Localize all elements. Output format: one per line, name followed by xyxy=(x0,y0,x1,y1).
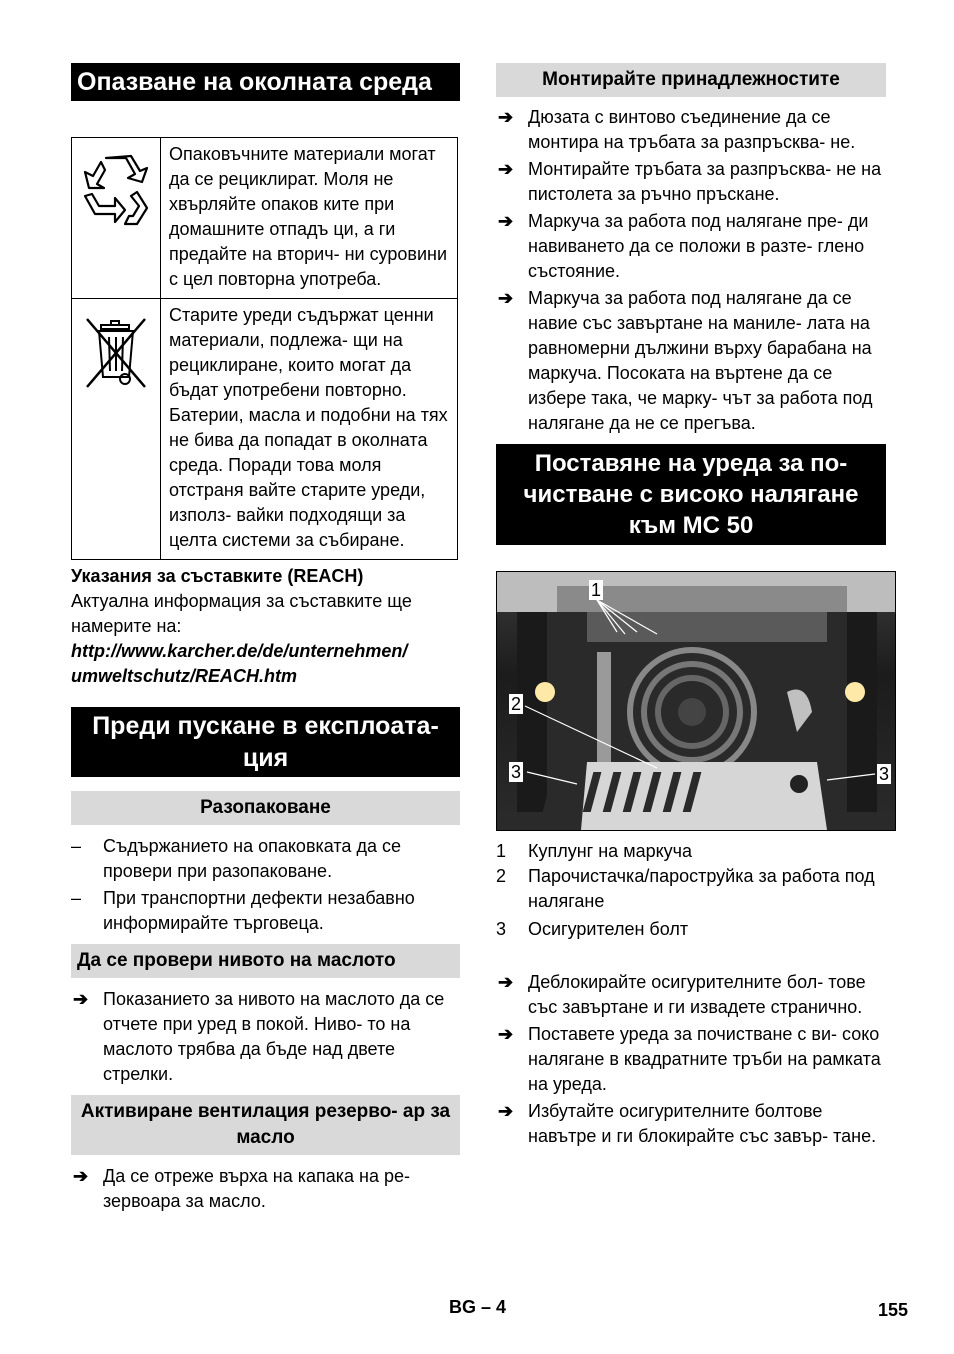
arrow-bullet-icon: ➔ xyxy=(498,972,514,992)
startup-heading: Преди пускане в експлоата- ция xyxy=(71,707,460,777)
photo-label-3-right: 3 xyxy=(879,764,890,784)
crossed-bin-icon xyxy=(81,313,151,393)
list-item: ➔ Маркуча за работа под налягане да се навие със завъртане на маниле- лата на равномерни дължини върху барабана на маркуча. Посоката на въртене да се избере така, че марку- чът за работа под налягане да не се прегъва. xyxy=(498,288,873,433)
env-heading: Опазване на околната среда xyxy=(71,63,460,101)
mount-list xyxy=(496,970,886,1149)
legend-item: 1 Куплунг на маркуча xyxy=(496,841,693,861)
list-item: – При транспортни дефекти незабавно информирайте търговеца. xyxy=(71,888,415,933)
oil-heading: Да се провери нивото на маслото xyxy=(71,944,460,978)
arrow-bullet-icon: ➔ xyxy=(498,288,514,308)
arrow-bullet-icon: ➔ xyxy=(73,1166,89,1186)
env-text-recycle: Опаковъчните материали могат да се рециклират. Моля не хвърляйте опаков ките при домашните отпадъ ци, а ги предайте на вторич- ни суровини с цел повторна употреба. xyxy=(161,138,458,299)
list-item: – Съдържанието на опаковката да се провери при разопаковане. xyxy=(71,836,401,881)
photo-label-2: 2 xyxy=(511,694,522,714)
right-column xyxy=(496,63,890,1151)
weee-icon-cell xyxy=(72,299,161,560)
vent-list xyxy=(71,1164,460,1214)
arrow-bullet-icon: ➔ xyxy=(73,989,89,1009)
list-item: ➔ Да се отреже върха на капака на ре- зервоара за масло. xyxy=(73,1166,411,1211)
env-row-weee xyxy=(72,299,458,560)
env-text-weee: Старите уреди съдържат ценни материали, подлежа- щи на рециклиране, които могат да бъдат употребени повторно. Батерии, масла и подобни на тях не бива да попадат в околната среда. Поради това моля отстраня вайте старите уреди, използ- вайки подходящи за целта системи за събиране. xyxy=(161,299,458,560)
dash-bullet: – xyxy=(71,888,82,908)
reach-link[interactable]: http://www.karcher.de/de/unternehmen/ umweltschutz/REACH.htm xyxy=(71,641,408,686)
arrow-bullet-icon: ➔ xyxy=(498,1101,514,1121)
env-row-recycle xyxy=(72,138,458,299)
oil-list xyxy=(71,987,460,1087)
arrow-bullet-icon: ➔ xyxy=(498,107,514,127)
reach-text: Актуална информация за съставките ще намерите на: xyxy=(71,591,412,636)
list-item: ➔ Деблокирайте осигурителните бол- тове със завъртане и ги извадете странично. xyxy=(498,972,866,1017)
list-item: ➔ Монтирайте тръбата за разпръсква- не на пистолета за ръчно пръскане. xyxy=(498,159,882,204)
left-column xyxy=(71,63,460,1216)
accessories-list xyxy=(496,105,886,436)
list-item: ➔ Избутайте осигурителните болтове навътре и ги блокирайте със завър- тане. xyxy=(498,1101,877,1146)
recycle-icon-cell xyxy=(72,138,161,299)
photo-label-3-left: 3 xyxy=(511,762,522,782)
mount-heading: Поставяне на уреда за по- чистване с високо налягане към MC 50 xyxy=(496,444,886,545)
recycle-icon xyxy=(79,152,153,230)
arrow-bullet-icon: ➔ xyxy=(498,211,514,231)
photo-legend xyxy=(496,839,886,942)
unpack-list xyxy=(71,834,460,936)
legend-item: 2 Парочистачка/пароструйка за работа под налягане xyxy=(496,866,875,911)
env-table xyxy=(71,137,458,560)
footer-section: BG – 4 xyxy=(449,1297,507,1317)
unpack-heading: Разопаковане xyxy=(71,791,460,825)
device-illustration xyxy=(497,572,895,830)
legend-item: 3 Осигурителен болт xyxy=(496,919,689,939)
vent-heading: Активиране вентилация резерво- ар за масло xyxy=(71,1095,460,1155)
page-number: 155 xyxy=(878,1300,909,1320)
list-item: ➔ Дюзата с винтово съединение да се монтира на тръбата за разпръсква- не. xyxy=(498,107,856,152)
accessories-heading: Монтирайте принадлежностите xyxy=(496,63,886,97)
list-item: ➔ Маркуча за работа под налягане пре- ди навиването да се положи в разте- глено състояние. xyxy=(498,211,869,281)
photo-label-1: 1 xyxy=(591,580,602,600)
device-photo xyxy=(496,571,896,831)
arrow-bullet-icon: ➔ xyxy=(498,1024,514,1044)
list-item: ➔ Показанието за нивото на маслото да се отчете при уред в покой. Ниво- то на маслото трябва да бъде над двете стрелки. xyxy=(73,989,445,1084)
reach-title: Указания за съставките (REACH) xyxy=(71,566,364,586)
list-item: ➔ Поставете уреда за почистване с ви- соко налягане в квадратните тръби на рамката на уреда. xyxy=(498,1024,881,1094)
dash-bullet: – xyxy=(71,836,82,856)
arrow-bullet-icon: ➔ xyxy=(498,159,514,179)
